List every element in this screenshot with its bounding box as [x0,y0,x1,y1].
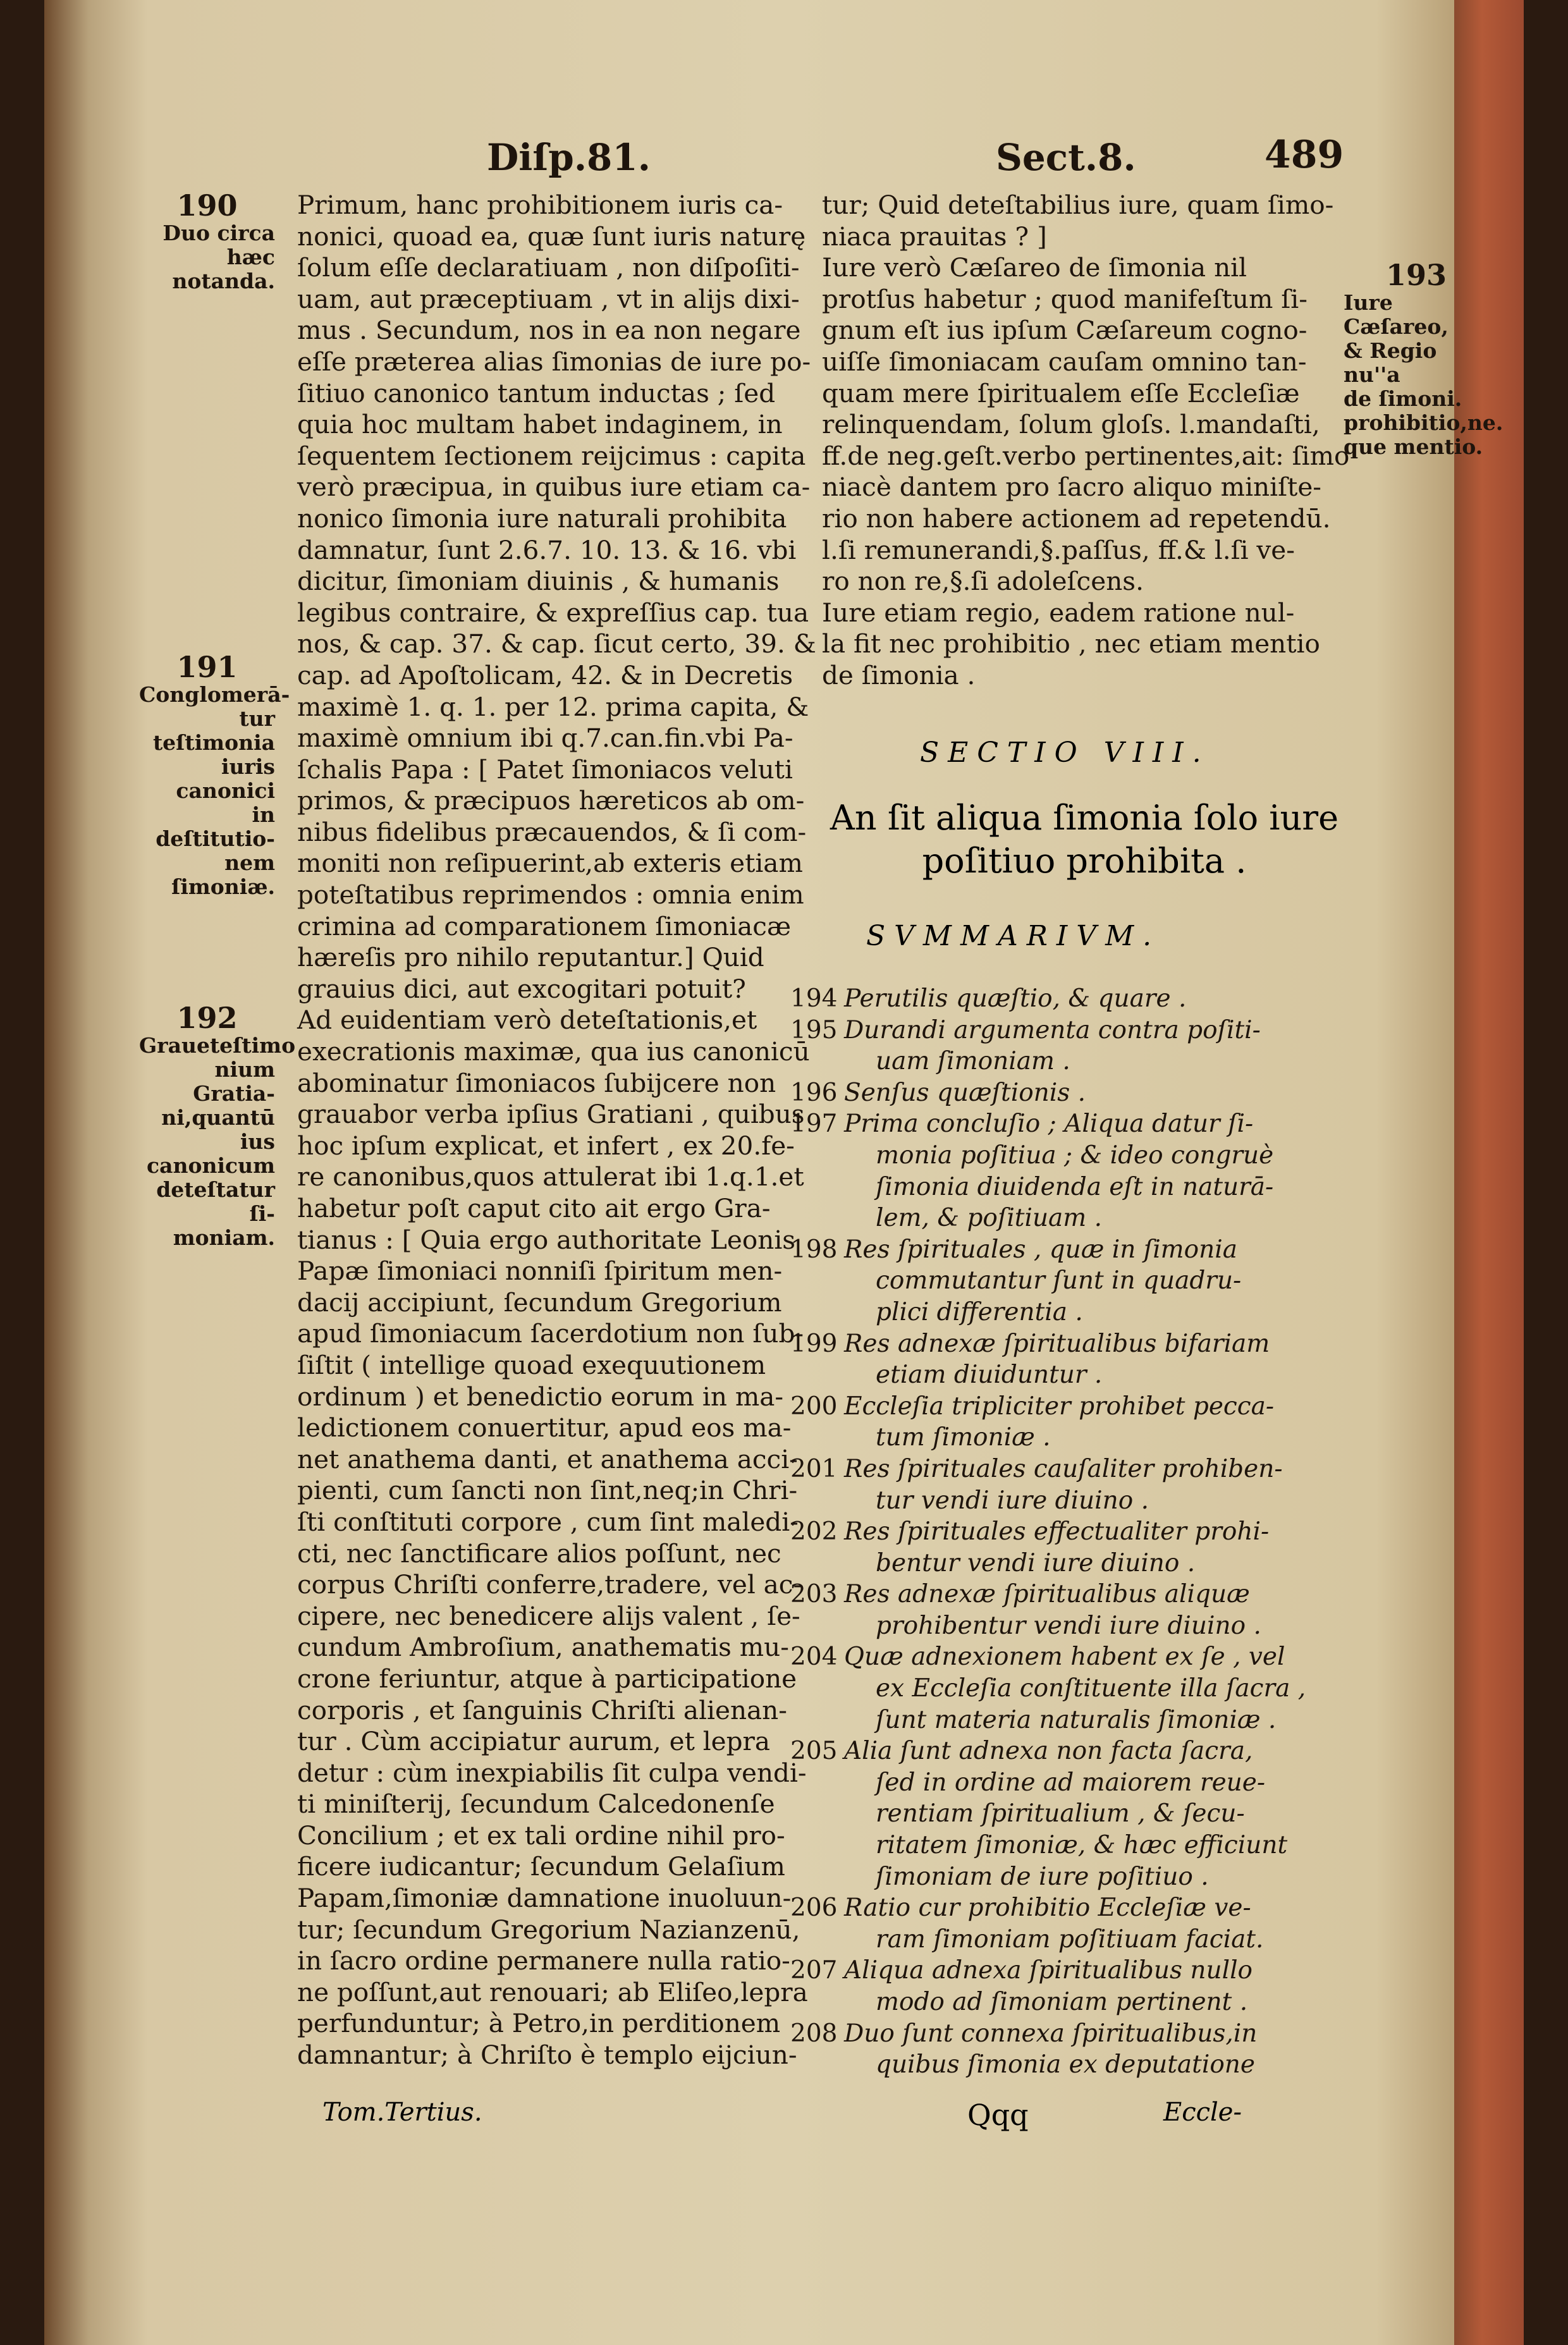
text-line: cap. ad Apoſtolicam, 42. & in Decretis [297,659,793,690]
text-line: nem ſimoniæ. [171,850,275,899]
summary-entry: 206 Ratio cur prohibitio Eccleſiæ ve- [790,1892,1359,1924]
summary-number: 202 [790,1517,838,1546]
text-line: prohibitio,ne. [1344,410,1504,435]
text-line: de ſimoni. [1344,386,1462,411]
summary-number: 206 [790,1894,838,1923]
summary-line: plici differentia . [876,1297,1083,1326]
text-line: tur; Quid deteſtabilius iure, quam ſimo- [822,190,1334,220]
text-line: Iure etiam regio, eadem ratione nul- [822,597,1295,628]
text-line: primos, & præcipuos hæreticos ab om- [297,785,805,816]
text-line: tur; ſecundum Gregorium Nazianzenū, [297,1914,800,1945]
summary-entry: 197 Prima concluſio ; Aliqua datur ſi- [790,1108,1359,1140]
text-line: maximè omnium ibi q.7.can.fin.vbi Pa- [297,723,793,754]
summary-entry: 195 Durandi argumenta contra poſiti- [790,1015,1359,1046]
text-line: Papam,ſimoniæ damnatione inuoluun- [297,1883,792,1914]
text-line: grauius dici, aut excogitari potuit? [297,973,746,1004]
text-line: execrationis maximæ, qua ius canonicū [297,1036,810,1067]
summary-number: 201 [790,1454,838,1483]
margin-note-text [139,1033,296,1250]
text-line: Papæ ſimoniaci nonniſi ſpiritum men- [297,1256,783,1287]
margin-note-number: 191 [176,650,238,684]
summary-entry: 198 Res ſpirituales , quæ in ſimonia [790,1234,1359,1266]
text-line: notanda. [172,269,275,293]
section-heading: SECTIO VIII. [920,737,1210,769]
margin-note-190 [139,190,275,293]
text-line: tianus : [ Quia ergo authoritate Leonis [297,1224,796,1255]
text-line: abominatur ſimoniacos ſubijcere non [297,1067,776,1098]
margin-note-number: 190 [176,188,238,223]
text-line: deteſtatur ſi- [156,1177,275,1226]
text-line: relinquendam, ſolum gloſs. l.mandaſti, [822,409,1320,440]
summary-line: bentur vendi iure diuino . [876,1548,1196,1577]
summary-line: rentiam ſpiritualium , & ſecu- [876,1799,1245,1828]
summary-heading: SVMMARIVM. [866,920,1161,952]
signature-mark: Qqq [967,2098,1029,2132]
margin-note-text [139,221,275,293]
text-line: ledictionem conuertitur, apud eos ma- [297,1412,792,1443]
summary-line: lem, & poſitiuam . [876,1204,1103,1233]
summary-number: 207 [790,1956,838,1985]
summary-number: 208 [790,2019,838,2048]
section-title [812,797,1356,883]
summary-line: ſimonia diuidenda eſt in naturā- [876,1172,1274,1201]
text-line: niaca prauitas ? ] [822,221,1047,252]
text-line: nonici, quoad ea, quæ ſunt iuris naturę [297,221,806,252]
page-number: 489 [1265,133,1344,177]
summary-entry: 203 Res adnexæ ſpiritualibus aliquæ [790,1579,1359,1610]
text-line: tur teſtimonia [152,706,275,755]
text-line: ſolum eſſe declaratiuam , non diſpoſiti- [297,252,800,283]
text-line: ſitiuo canonico tantum inductas ; ſed [297,377,776,408]
summary-line: tum ſimoniæ . [876,1423,1051,1452]
text-line: nonico ſimonia iure naturali prohibita [297,503,787,534]
summary-number: 200 [790,1392,838,1421]
summary-line: modo ad ſimoniam pertinent . [876,1988,1248,2016]
text-line: ti miniſterij, ſecundum Calcedonenſe [297,1789,775,1820]
text-line: Iure verò Cæſareo de ſimonia nil [822,252,1247,283]
text-line: quia hoc multam habet indaginem, in [297,409,783,440]
text-line: Iure Cæſareo, [1344,290,1449,339]
summary-line: ritatem ſimoniæ, & hæc efficiunt [876,1831,1288,1860]
summary-number: 196 [790,1078,838,1107]
text-line: crone feriuntur, atque à participatione [297,1663,797,1694]
text-line: apud ſimoniacum ſacerdotium non ſub- [297,1318,804,1349]
summary-entry: 194 Perutilis quæſtio, & quare . [790,983,1359,1015]
margin-note-192 [139,1001,296,1250]
summary-number: 198 [790,1235,838,1264]
summary-entry: 207 Aliqua adnexa ſpiritualibus nullo [790,1955,1359,1987]
summary-line: monia poſitiua ; & ideo congruè [876,1141,1274,1170]
summary-line: ſimoniam de iure poſitiuo . [876,1862,1209,1891]
text-line: cti, nec ſanctificare alios poſſunt, nec [297,1538,781,1569]
summary-entry: 201 Res ſpirituales cauſaliter prohiben- [790,1454,1359,1485]
summary-line: commutantur ſunt in quadru- [876,1266,1242,1295]
right-text-column [822,190,1350,692]
summary-entry: 205 Alia ſunt adnexa non facta ſacra, [790,1736,1359,1767]
text-line: nos, & cap. 37. & cap. ſicut certo, 39. & [297,628,816,659]
summary-number: 199 [790,1329,838,1358]
summary-line: ſunt materia naturalis ſimoniæ . [876,1705,1277,1734]
text-line: de ſimonia . [822,659,976,690]
text-line: Concilium ; et ex tali ordine nihil pro- [297,1820,785,1851]
text-line: dacij accipiunt, ſecundum Gregorium [297,1287,782,1318]
margin-note-number: 192 [176,1001,238,1035]
text-line: detur : cùm inexpiabilis ſit culpa vendi- [297,1757,807,1788]
text-line: poteſtatibus reprimendos : omnia enim [297,879,804,910]
text-line: re canonibus,quos attulerat ibi 1.q.1.et [297,1161,804,1192]
text-line: ordinum ) et benedictio eorum in ma- [297,1381,784,1412]
summary-line: tur vendi iure diuino . [876,1486,1149,1515]
text-line: grauabor verba ipſius Gratiani , quibus [297,1099,805,1130]
text-line: rio non habere actionem ad repetendū. [822,503,1331,534]
text-line: uam, aut præceptiuam , vt in alijs dixi- [297,283,800,314]
summary-line: ſed in ordine ad maiorem reue- [876,1768,1266,1797]
text-line: eſſe præterea alias ſimonias de iure po- [297,346,811,377]
text-line: ff.de neg.geſt.verbo pertinentes,ait: ſimo [822,440,1350,471]
text-line: uiſſe ſimoniacam cauſam omnino tan- [822,346,1307,377]
text-line: canonicum [146,1153,275,1178]
text-line: Primum, hanc prohibitionem iuris ca- [297,190,783,220]
text-line: & Regio nu''a [1344,338,1437,387]
running-head-section: Sect.8. [996,136,1136,179]
summary-number: 203 [790,1580,838,1609]
summary-list [790,983,1359,2081]
text-line: niacè dantem pro ſacro aliquo miniſte- [822,472,1321,503]
margin-note-text [139,682,290,899]
running-head-disputation: Diſp.81. [487,136,651,179]
summary-entry: 196 Senſus quæſtionis . [790,1077,1359,1109]
text-line: crimina ad comparationem ſimoniacæ [297,910,792,941]
text-line: hæreſis pro nihilo reputantur.] Quid [297,942,764,973]
text-line: la fit nec prohibitio , nec etiam mentio [822,628,1320,659]
text-line: ficere iudicantur; ſecundum Gelaſium [297,1851,785,1882]
text-line: ſti conſtituti corpore , cum ſint maledi- [297,1506,799,1537]
volume-label: Tom.Tertius. [322,2098,482,2127]
summary-number: 195 [790,1015,838,1044]
summary-line: ex Eccleſia conſtituente illa ſacra , [876,1674,1306,1703]
summary-number: 204 [790,1643,838,1672]
text-line: l.ſi remunerandi,§.paſſus, ff.& l.ſi ve- [822,534,1295,565]
text-line: pienti, cum ſancti non ſint,neq;in Chri- [297,1475,798,1506]
text-line: damnatur, ſunt 2.6.7. 10. 13. & 16. vbi [297,534,797,565]
text-line: maximè 1. q. 1. per 12. prima capita, & [297,691,809,722]
text-line: perfunduntur; à Petro,in perditionem [297,2008,781,2039]
summary-number: 205 [790,1737,838,1766]
summary-entry: 200 Eccleſia tripliciter prohibet pecca- [790,1391,1359,1423]
summary-line: quibus ſimonia ex deputatione [876,2050,1256,2079]
text-line: net anathema danti, et anathema acci- [297,1443,798,1474]
margin-note-text [1344,290,1504,459]
text-line: ni,quantū ius [161,1105,275,1154]
text-line: mus . Secundum, nos in ea non negare [297,315,801,346]
summary-line: ram ſimoniam poſitiuam faciat. [876,1925,1264,1954]
text-line: An ſit aliqua ſimonia ſolo iure [830,798,1339,838]
summary-line: etiam diuiduntur . [876,1361,1103,1390]
margin-note-193 [1344,258,1504,459]
text-line: cundum Ambroſium, anathematis mu- [297,1632,789,1663]
summary-entry: 199 Res adnexæ ſpiritualibus bifariam [790,1328,1359,1360]
summary-number: 194 [790,984,838,1013]
text-line: hoc ipſum explicat, et infert , ex 20.fe- [297,1130,795,1161]
text-line: corpus Chriſti conferre,tradere, vel ac- [297,1569,802,1600]
text-line: moniam. [173,1225,275,1250]
text-line: habetur poſt caput cito ait ergo Gra- [297,1193,771,1223]
book-page [44,0,1524,2345]
summary-entry: 202 Res ſpirituales effectualiter prohi- [790,1516,1359,1548]
text-line: Ad euidentiam verò deteſtationis,et [297,1005,757,1036]
summary-line: uam ſimoniam . [876,1047,1070,1076]
text-line: gnum eſt ius ipſum Cæſareum cogno- [822,315,1308,346]
text-line: Graueteſtimo [139,1033,296,1058]
text-line: ro non re,§.ſi adoleſcens. [822,566,1144,597]
text-line: poſitiuo prohibita . [922,841,1247,881]
text-line: ſequentem ſectionem reijcimus : capita [297,440,806,471]
text-line: legibus contraire, & expreſſius cap. tua [297,597,809,628]
margin-note-number: 193 [1385,258,1447,292]
summary-entry: 204 Quæ adnexionem habent ex ſe , vel [790,1641,1359,1673]
text-line: tur . Cùm accipiatur aurum, et lepra [297,1726,771,1757]
text-line: Duo circa hæc [162,221,275,269]
text-line: ne poſſunt,aut renouari; ab Eliſeo,lepra [297,1976,808,2007]
margin-note-191 [139,650,290,899]
text-line: in deſtitutio- [156,802,275,851]
text-line: cipere, nec benedicere alijs valent , ſe- [297,1600,800,1631]
text-line: iuris canonici [176,754,275,803]
summary-entry: 208 Duo ſunt connexa ſpiritualibus,in [790,2018,1359,2050]
text-line: ſiſtit ( intellige quoad exequutionem [297,1349,766,1380]
summary-number: 197 [790,1110,838,1139]
text-line: moniti non reſipuerint,ab exteris etiam [297,848,803,879]
catchword: Eccle- [1163,2098,1242,2127]
text-line: nium Gratia- [193,1057,275,1106]
text-line: corporis , et ſanguinis Chriſti alienan- [297,1694,787,1725]
summary-line: prohibentur vendi iure diuino . [876,1611,1261,1640]
text-line: protſus habetur ; quod manifeſtum ſi- [822,283,1308,314]
text-line: ſchalis Papa : [ Patet ſimoniacos veluti [297,754,793,785]
text-line: Conglomerā- [139,682,290,707]
text-line: nibus fidelibus præcauendos, & ſi com- [297,816,807,847]
text-line: verò præcipua, in quibus iure etiam ca- [297,472,811,503]
text-line: dicitur, ſimoniam diuinis , & humanis [297,566,780,597]
text-line: damnantur; à Chriſto è templo eijciun- [297,2040,797,2071]
text-line: in ſacro ordine permanere nulla ratio- [297,1945,790,1976]
text-line: que mentio. [1344,434,1483,459]
text-line: quam mere ſpiritualem eſſe Eccleſiæ [822,377,1300,408]
